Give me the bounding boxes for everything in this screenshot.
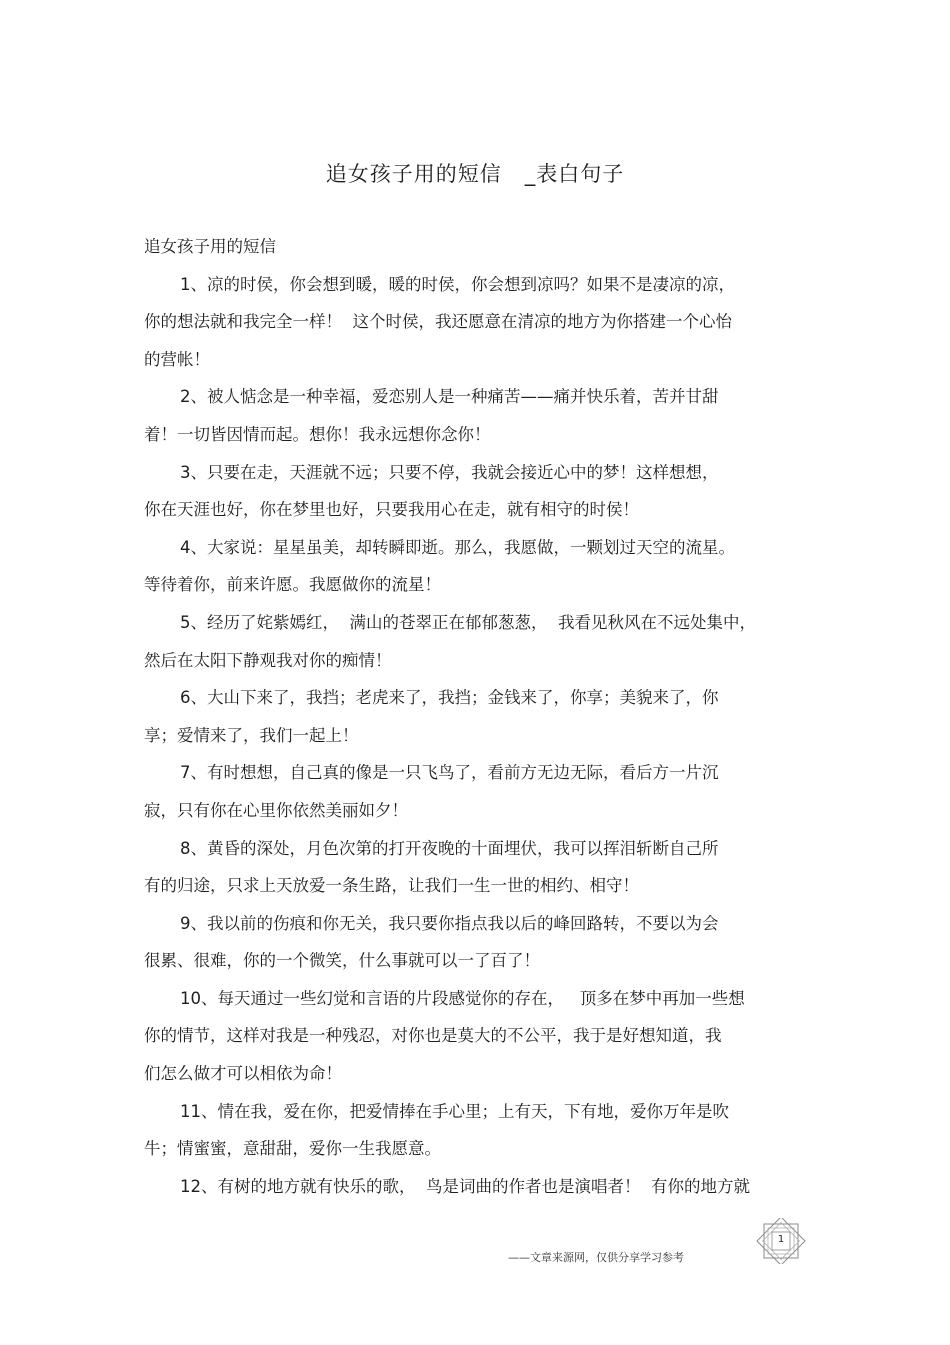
- text-line: 7、有时想想，自己真的像是一只飞鸟了，看前方无边无际，看后方一片沉: [180, 763, 719, 783]
- page-number-badge-icon: [756, 1218, 806, 1264]
- text-line: 有的归途，只求上天放爱一条生路，让我们一生一世的相约、相守！: [144, 876, 639, 896]
- document-body: [144, 228, 804, 1205]
- text-line: 享；爱情来了，我们一起上！: [144, 725, 359, 745]
- text-line: 你的想法就和我完全一样！ 这个时侯，我还愿意在清凉的地方为你搭建一个心怡: [144, 312, 732, 332]
- text-line: 2、被人惦念是一种幸福，爱恋别人是一种痛苦——痛并快乐着，苦并甘甜: [180, 387, 719, 407]
- text-line: 1、凉的时侯，你会想到暖，暖的时侯，你会想到凉吗？如果不是凄凉的凉，: [180, 274, 735, 294]
- text-line: 11、情在我，爱在你，把爱情捧在手心里；上有天，下有地，爱你万年是吹: [180, 1101, 729, 1121]
- page-number: 1: [777, 1234, 785, 1245]
- text-line: 们怎么做才可以相依为命！: [144, 1064, 342, 1084]
- footer-source-note: ——文章来源网，仅供分享学习参考: [508, 1251, 684, 1264]
- text-line: 的营帐！: [144, 349, 210, 369]
- text-line: 8、黄昏的深处，月色次第的打开夜晚的十面埋伏，我可以挥泪斩断自己所: [180, 838, 719, 858]
- text-line: 然后在太阳下静观我对你的痴情！: [144, 650, 392, 670]
- text-line: 很累、很难，你的一个微笑，什么事就可以一了百了！: [144, 951, 540, 971]
- text-line: 寂，只有你在心里你依然美丽如夕！: [144, 800, 408, 820]
- text-line: 12、有树的地方就有快乐的歌， 鸟是词曲的作者也是演唱者！ 有你的地方就: [180, 1176, 750, 1196]
- text-line: 5、经历了姹紫嫣红， 满山的苍翠正在郁郁葱葱， 我看见秋风在不远处集中，: [180, 612, 756, 632]
- text-line: 9、我以前的伤痕和你无关，我只要你指点我以后的峰回路转，不要以为会: [180, 913, 719, 933]
- text-line: 6、大山下来了，我挡；老虎来了，我挡；金钱来了，你享；美貌来了，你: [180, 688, 719, 708]
- text-line: 3、只要在走，天涯就不远；只要不停，我就会接近心中的梦！这样想想，: [180, 462, 719, 482]
- text-line: 你在天涯也好，你在梦里也好，只要我用心在走，就有相守的时侯！: [144, 500, 639, 520]
- text-line: 10、每天通过一些幻觉和言语的片段感觉你的存在， 顶多在梦中再加一些想: [180, 988, 745, 1008]
- text-line: 4、大家说：星星虽美，却转瞬即逝。那么，我愿做，一颗划过天空的流星。: [180, 537, 735, 557]
- section-heading: 追女孩子用的短信: [144, 237, 276, 256]
- text-line: 等待着你，前来许愿。我愿做你的流星！: [144, 575, 441, 595]
- text-line: 牛；情蜜蜜，意甜甜，爱你一生我愿意。: [144, 1139, 441, 1159]
- document-title: 追女孩子用的短信 _表白句子: [325, 162, 625, 186]
- text-line: 着！一切皆因情而起。想你！我永远想你念你！: [144, 424, 491, 444]
- text-lines: [144, 266, 804, 1206]
- text-line: 你的情节，这样对我是一种残忍，对你也是莫大的不公平，我于是好想知道，我: [144, 1026, 722, 1046]
